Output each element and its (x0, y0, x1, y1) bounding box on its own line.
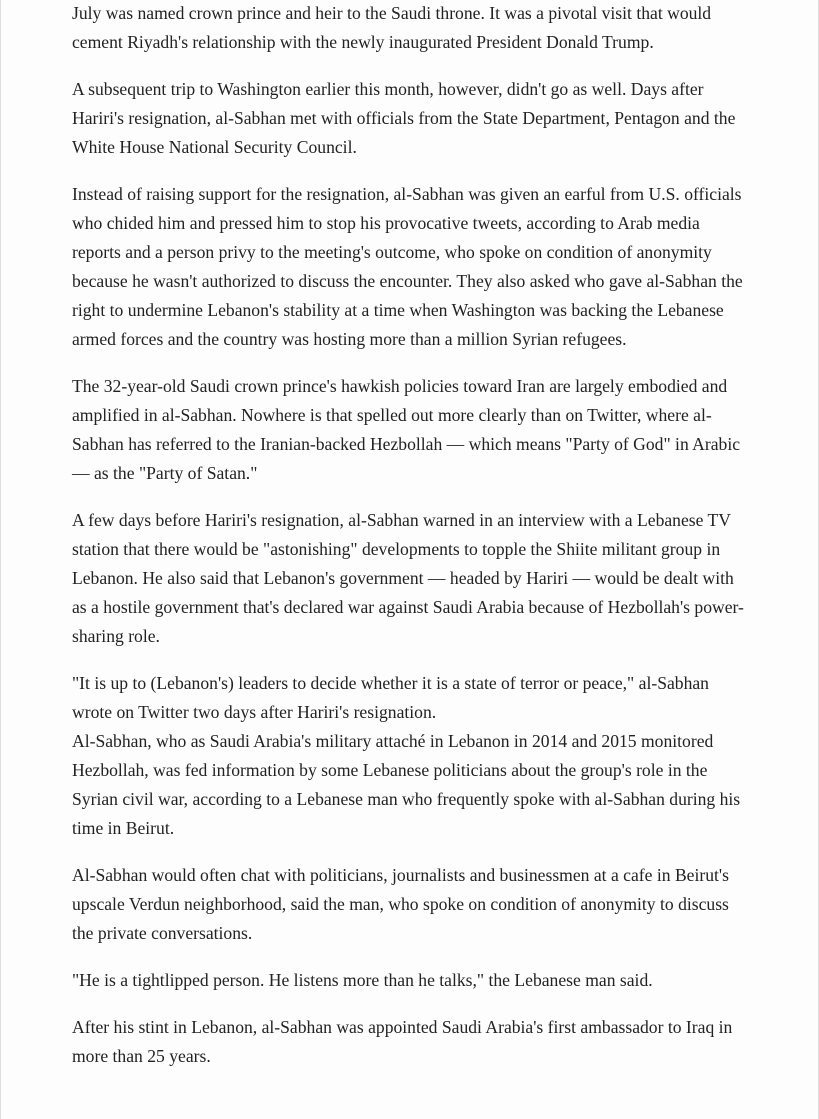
article-paragraph: Al-Sabhan would often chat with politicians, journalists and businessmen at a cafe in Beirut's upscale Verdun neighborhood, said the man, who spoke on condition of anonymity to discuss the private conversations. (72, 865, 729, 943)
article-paragraph: July was named crown prince and heir to the Saudi throne. It was a pivotal visit that would cement Riyadh's relationship with the newly inaugurated President Donald Trump. (72, 3, 712, 52)
article-paragraph: "It is up to (Lebanon's) leaders to decide whether it is a state of terror or peace," al-Sabhan wrote on Twitter two days after Hariri's resignation. (72, 673, 709, 722)
article-paragraph: A subsequent trip to Washington earlier this month, however, didn't go as well. Days after Hariri's resignation, al-Sabhan met with officials from the State Department, Pentagon and the White House National Security Council. (72, 79, 736, 157)
article-body (72, 0, 752, 1089)
article-paragraph: The 32-year-old Saudi crown prince's hawkish policies toward Iran are largely embodied and amplified in al-Sabhan. Nowhere is that spelled out more clearly than on Twitter, where al-Sabhan has referred to the Iranian-backed Hezbollah — which means "Party of God" in Arabic — as the "Party of Satan." (72, 376, 741, 483)
article-paragraph: A few days before Hariri's resignation, al-Sabhan warned in an interview with a Lebanese TV station that there would be "astonishing" developments to topple the Shiite militant group in Lebanon. He also said that Lebanon's government — headed by Hariri — would be dealt with as a hostile government that's declared war against Saudi Arabia because of Hezbollah's power-sharing role. (72, 510, 744, 646)
article-paragraph: Al-Sabhan, who as Saudi Arabia's military attaché in Lebanon in 2014 and 2015 monitored Hezbollah, was fed information by some Lebanese politicians about the group's role in the Syrian civil war, according to a Lebanese man who frequently spoke with al-Sabhan during his time in Beirut. (72, 731, 741, 838)
article-paragraph: "He is a tightlipped person. He listens more than he talks," the Lebanese man said. (72, 970, 653, 990)
article-paragraph: After his stint in Lebanon, al-Sabhan was appointed Saudi Arabia's first ambassador to Iraq in more than 25 years. (72, 1017, 733, 1066)
article-paragraph: Instead of raising support for the resignation, al-Sabhan was given an earful from U.S. officials who chided him and pressed him to stop his provocative tweets, according to Arab media reports and a person privy to the meeting's outcome, who spoke on condition of anonymity because he wasn't authorized to discuss the encounter. They also asked who gave al-Sabhan the right to undermine Lebanon's stability at a time when Washington was backing the Lebanese armed forces and the country was hosting more than a million Syrian refugees. (72, 184, 743, 349)
